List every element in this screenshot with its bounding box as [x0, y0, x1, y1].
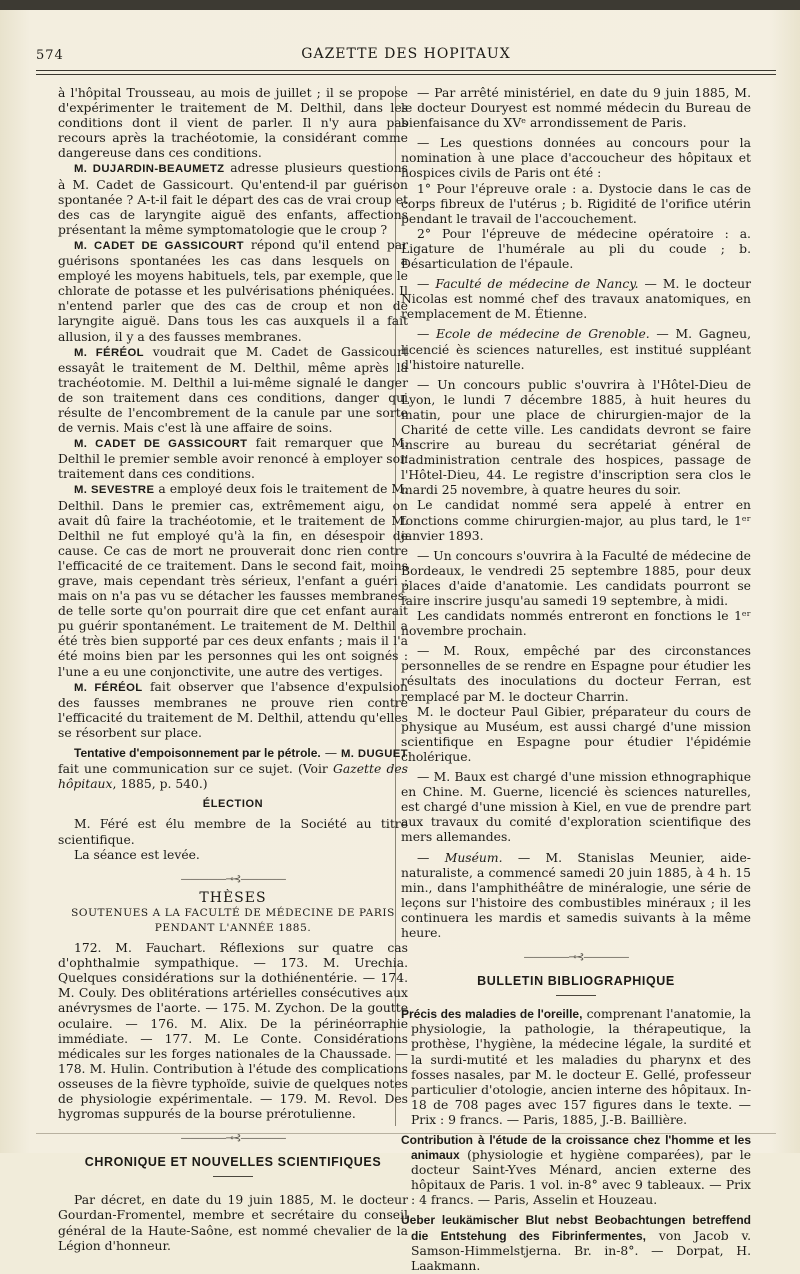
speaker-name: M. DUGUET — [340, 748, 408, 761]
speaker-name: M. FÉRÉOL — [74, 681, 143, 694]
header-rule-double — [36, 74, 776, 75]
paragraph — [58, 238, 408, 345]
dash: — — [417, 327, 437, 342]
paragraph-text: , 1885, p. 540.) — [112, 777, 208, 792]
book-title: Ueber leukämischer Blut nebst Beobachtungen betreffend die Entstehung des Fibrinfermentes, — [401, 1213, 751, 1243]
theses-heading: THÈSES — [199, 889, 267, 906]
paragraph-text: adresse plusieurs questions à M. Cadet de Gassicourt. Qu'entend-il par guérison spontanée ? A-t-il fait le départ des cas de vrai croup et des cas de laryngite aiguë des enfants, affections présentant la même symptomatologie que le croup ? — [58, 161, 409, 237]
paragraph — [401, 277, 751, 322]
page-number: 574 — [36, 48, 64, 63]
speaker-name: M. CADET DE GASSICOURT — [74, 438, 248, 451]
ornament-rule: —————⊸⊰————— — [523, 952, 629, 964]
paragraph — [58, 746, 408, 792]
paragraph-text: a employé deux fois le traitement de M. Delthil. Dans le premier cas, extrêmement aigu, on avait dû faire la trachéotomie, et le traitement de M. Delthil ne fut employé qu'à la fin, en désespoir de cause. Ce cas de mort ne prouverait donc rien contre l'efficacité de ce traitement. Dans le second fait, moins grave, mais cependant très sérieux, l'enfant a guéri ; mais on n'a pas vu se détacher les fausses membranes, de telle sorte qu'on pourrait dire que cet enfant aurait pu guérir spontanément. Le traitement de M. Delthil a été très bien supporté par ces deux enfants ; mais il l'a été moins bien par les personnes qui les ont soignés : l'une a eu une conjonctivite, une autre des vertiges. — [58, 482, 408, 679]
paragraph-text: — M. Stanislas Meunier, aide-naturaliste, a commencé samedi 20 juin 1885, à 4 h. 15 min., dans l'amphithéâtre de minéralogie, une série de leçons sur l'histoire des combustibles minéraux ; il les continuera les mardis et samedis suivants à la même heure. — [401, 850, 751, 940]
paragraph-text: fait une communication sur ce sujet. (Voir — [58, 762, 334, 777]
paragraph: — M. Baux est chargé d'une mission ethnographique en Chine. M. Guerne, licencié ès sciences naturelles, est chargé d'une mission à Kiel, en vue de prendre part aux travaux du comité d'exploration scientifique des mers allemandes. — [401, 770, 751, 845]
paragraph — [58, 436, 408, 482]
entry-text: comprenant l'anatomie, la physiologie, la pathologie, la thérapeutique, la prothèse, l'hygiène, la médecine légale, la surdité et la surdi-mutité et les maladies du pharynx et des fosses nasales, par M. le docteur E. Gellé, professeur particulier d'otologie, ancien interne des hôpitaux. In-18 de 708 pages avec 157 figures dans le texte. — Prix : 9 francs. — Paris, 1885, J.-B. Baillière. — [411, 1007, 751, 1127]
paragraph: Par décret, en date du 19 juin 1885, M. le docteur Gourdan-Fromentel, membre et secrétaire du conseil général de la Haute-Saône, est nommé chevalier de la Légion d'honneur. — [58, 1193, 408, 1253]
speaker-name: M. DUJARDIN-BEAUMETZ — [74, 163, 225, 176]
short-rule — [556, 995, 596, 996]
paragraph: M. Féré est élu membre de la Société au titre scientifique. — [58, 817, 408, 847]
entry-text: (physiologie et hygiène comparées), par le docteur Saint-Yves Ménard, ancien externe des hôpitaux de Paris. 1 vol. in-8° avec 9 tableaux. — Prix : 4 francs. — Paris, Asselin et Houzeau. — [411, 1148, 751, 1208]
paragraph: 2° Pour l'épreuve de médecine opératoire : a. Ligature de l'humérale au pli du coude ; b. Désarticulation de l'épaule. — [401, 226, 751, 272]
paragraph-text: fait observer que l'absence d'expulsion des fausses membranes ne prouve rien contre l'efficacité du traitement de M. Delthil, attendu qu'elles se résorbent sur place. — [58, 679, 408, 740]
paragraph — [58, 161, 408, 237]
scan-top-edge — [0, 0, 800, 10]
running-title: GAZETTE DES HOPITAUX — [301, 46, 511, 62]
paragraph: M. le docteur Paul Gibier, préparateur du cours de physique au Muséum, est aussi chargé d'une mission scientifique en Espagne pour étudier l'épidémie cholérique. — [401, 704, 751, 764]
paragraph-text: voudrait que M. Cadet de Gassicourt essayât le traitement de M. Delthil, même après la trachéotomie. M. Delthil a lui-même signalé le danger de son traitement dans ces conditions, danger qui résulte de l'encombrement de la canule par une sorte de vernis. Mais c'est là une affaire de soins. — [58, 344, 408, 436]
paragraph: — Par arrêté ministériel, en date du 9 juin 1885, M. le docteur Douryest est nommé médecin du Bureau de bienfaisance du XVᵉ arrondissement de Paris. — [401, 86, 751, 131]
paragraph — [401, 851, 751, 942]
institution-name: Ecole de médecine de Grenoble. — [436, 327, 650, 342]
ornament-rule: —————⊸⊰————— — [180, 1133, 286, 1145]
short-rule — [213, 1176, 253, 1177]
paragraph: — M. Roux, empêché par des circonstances personnelles de se rendre en Espagne pour étudier les résultats des inoculations du docteur Ferran, est remplacé par M. le docteur Charrin. — [401, 644, 751, 704]
theses-subheading: PENDANT L'ANNÉE 1885. — [154, 921, 312, 934]
institution-name: Faculté de médecine de Nancy. — [435, 277, 639, 292]
paragraph: La séance est levée. — [74, 847, 200, 862]
right-column — [401, 86, 751, 1274]
book-title: Précis des maladies de l'oreille, — [401, 1007, 583, 1022]
bibliography-entry — [401, 1007, 751, 1128]
paragraph: 1° Pour l'épreuve orale : a. Dystocie dans le cas de corps fibreux de l'utérus ; b. Rigidité de l'orifice utérin pendant le travail de l'accouchement. — [401, 181, 751, 226]
book-title: Contribution à l'étude de la croissance chez l'homme et les animaux — [401, 1133, 751, 1163]
institution-name: Muséum. — [444, 850, 503, 865]
bibliography-entry — [401, 1133, 751, 1208]
paragraph-text: répond qu'il entend par guérisons spontanées les cas dans lesquels on a employé les moyens habituels, tels, par exemple, que le chlorate de potasse et les pulvérisations phéniquées. Il n'entend parler que des cas de croup et non de laryngite aiguë. Dans tous les cas auxquels il a fait allusion, il y a des fausses membranes. — [58, 237, 408, 344]
page-header — [36, 44, 776, 66]
paragraph-text: — M. Gagneu, licencié ès sciences naturelles, est institué suppléant d'histoire naturelle. — [401, 327, 751, 372]
paragraph: Le candidat nommé sera appelé à entrer en fonctions comme chirurgien-major, au plus tard, le 1ᵉʳ janvier 1893. — [401, 498, 751, 543]
paragraph-text: fait remarquer que M. Delthil le premier semble avoir renoncé à employer son traitement dans ces conditions. — [58, 436, 408, 482]
paragraph: à l'hôpital Trousseau, au mois de juillet ; il se propose d'expérimenter le traitement de M. Delthil, dans les conditions dont il vient de parler. Il n'y aura pas recours après la trachéotomie, la considérant comme dangereuse dans ces conditions. — [58, 86, 408, 161]
speaker-name: M. SEVESTRE — [74, 484, 155, 497]
entry-text: von Jacob v. Samson-Himmelstjerna. Br. in-8°. — Dorpat, H. Laakmann. — [411, 1228, 751, 1273]
bibliography-entry — [401, 1213, 751, 1273]
separator: — — [320, 746, 341, 761]
speaker-name: M. CADET DE GASSICOURT — [74, 239, 244, 252]
dash: — — [417, 850, 445, 865]
theses-subheading: SOUTENUES A LA FACULTÉ DE MÉDECINE DE PARIS — [71, 906, 395, 919]
paragraph — [58, 482, 408, 679]
reference-title: Gazette des hôpitaux — [58, 762, 408, 792]
dash: — — [417, 277, 436, 292]
paragraph-text: — M. le docteur Nicolas est nommé chef des travaux anatomiques, en remplacement de M. Étienne. — [401, 277, 751, 322]
paragraph — [401, 327, 751, 372]
paragraph — [58, 680, 408, 741]
bottom-edge-rule — [36, 1133, 776, 1134]
paragraph — [58, 345, 408, 437]
paragraph: — Les questions données au concours pour la nomination à une place d'accoucheur des hôpitaux et hospices civils de Paris ont été : — [401, 136, 751, 181]
topic-title: Tentative d'empoisonnement par le pétrole. — [74, 746, 321, 761]
left-column — [58, 86, 408, 1254]
election-heading: ÉLECTION — [202, 798, 264, 811]
chronique-heading: CHRONIQUE ET NOUVELLES SCIENTIFIQUES — [84, 1155, 382, 1170]
bulletin-heading: BULLETIN BIBLIOGRAPHIQUE — [477, 974, 675, 989]
paragraph: Les candidats nommés entreront en fonctions le 1ᵉʳ novembre prochain. — [401, 609, 751, 639]
ornament-rule: —————⊸⊰————— — [180, 873, 286, 885]
paragraph: — Un concours s'ouvrira à la Faculté de médecine de Bordeaux, le vendredi 25 septembre 1885, pour deux places d'aide d'anatomie. Les candidats pourront se faire inscrire jusqu'au samedi 19 septembre, à midi. — [401, 548, 751, 608]
paragraph: 172. M. Fauchart. Réflexions sur quatre cas d'ophthalmie sympathique. — 173. M. Urechia. Quelques considérations sur la dothiénentérie. — 174. M. Couly. Des oblitérations artérielles consécutives aux anévrysmes de l'aorte. — 175. M. Zychon. De la goutte oculaire. — 176. M. Alix. De la périnéorraphie immédiate. — 177. M. Le Conte. Considérations médicales sur les forges nationales de la Chaussade. — 178. M. Hulin. Contribution à l'étude des complications osseuses de la fièvre typhoïde, suivie de quelques notes de physiologie expérimentale. — 179. M. Revol. Des hygromas suppurés de la bourse prérotulienne. — [58, 941, 408, 1122]
paragraph: — Un concours public s'ouvrira à l'Hôtel-Dieu de Lyon, le lundi 7 décembre 1885, à huit heures du matin, pour une place de chirurgien-major de la Charité de cette ville. Les candidats devront se faire inscrire au bureau du secrétariat général de l'administration centrale des hospices, passage de l'Hôtel-Dieu, 44. Le registre d'inscription sera clos le mardi 25 novembre, à quatre heures du soir. — [401, 377, 751, 498]
speaker-name: M. FÉRÉOL — [74, 346, 144, 359]
header-rule — [36, 70, 776, 71]
